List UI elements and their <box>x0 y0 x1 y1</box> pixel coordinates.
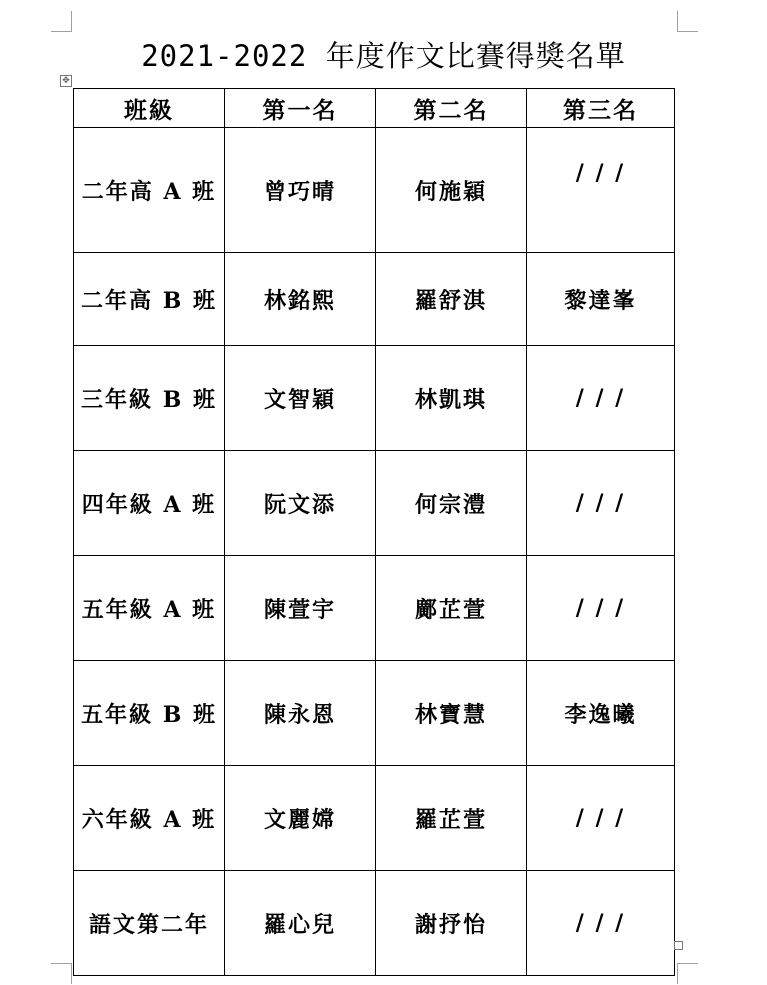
third-place-cell[interactable]: / / / <box>527 556 675 661</box>
class-cell[interactable]: 四年級 A 班 <box>74 451 225 556</box>
crop-mark-top-right <box>677 11 698 32</box>
third-place-cell[interactable]: / / / <box>527 346 675 451</box>
second-place-cell[interactable]: 何宗澧 <box>376 451 527 556</box>
class-cell[interactable]: 五年級 A 班 <box>74 556 225 661</box>
table-resize-handle-icon[interactable] <box>674 941 683 950</box>
third-place-cell[interactable]: / / / <box>527 871 675 976</box>
table-row <box>74 451 675 556</box>
document-title: 2021-2022 年度作文比賽得獎名單 <box>141 39 626 73</box>
class-cell[interactable]: 二年高 A 班 <box>74 128 225 253</box>
class-cell[interactable]: 語文第二年 <box>74 871 225 976</box>
second-place-cell[interactable]: 林寶慧 <box>376 661 527 766</box>
first-place-cell[interactable]: 林銘熙 <box>225 253 376 346</box>
second-place-cell[interactable]: 謝抒怡 <box>376 871 527 976</box>
crop-mark-top-left <box>51 11 72 32</box>
class-cell[interactable]: 五年級 B 班 <box>74 661 225 766</box>
award-table <box>73 88 675 976</box>
first-place-cell[interactable]: 阮文添 <box>225 451 376 556</box>
first-place-cell[interactable]: 文智穎 <box>225 346 376 451</box>
first-place-cell[interactable]: 曾巧晴 <box>225 128 376 253</box>
second-place-cell[interactable]: 羅芷萱 <box>376 766 527 871</box>
crop-mark-bottom-right <box>677 963 698 984</box>
table-row <box>74 253 675 346</box>
table-row <box>74 766 675 871</box>
header-second-place[interactable]: 第二名 <box>376 89 527 128</box>
second-place-cell[interactable]: 何施穎 <box>376 128 527 253</box>
first-place-cell[interactable]: 文麗嫦 <box>225 766 376 871</box>
header-third-place[interactable]: 第三名 <box>527 89 675 128</box>
table-header-row <box>74 89 675 128</box>
first-place-cell[interactable]: 陳萱宇 <box>225 556 376 661</box>
third-place-cell[interactable]: / / / <box>527 451 675 556</box>
third-place-cell[interactable]: 李逸曦 <box>527 661 675 766</box>
second-place-cell[interactable]: 羅舒淇 <box>376 253 527 346</box>
header-first-place[interactable]: 第一名 <box>225 89 376 128</box>
second-place-cell[interactable]: 林凱琪 <box>376 346 527 451</box>
class-cell[interactable]: 六年級 A 班 <box>74 766 225 871</box>
class-cell[interactable]: 二年高 B 班 <box>74 253 225 346</box>
crop-mark-bottom-left <box>51 963 72 984</box>
first-place-cell[interactable]: 羅心兒 <box>225 871 376 976</box>
table-row <box>74 871 675 976</box>
second-place-cell[interactable]: 鄺芷萱 <box>376 556 527 661</box>
header-class[interactable]: 班級 <box>74 89 225 128</box>
first-place-cell[interactable]: 陳永恩 <box>225 661 376 766</box>
table-row <box>74 346 675 451</box>
class-cell[interactable]: 三年級 B 班 <box>74 346 225 451</box>
third-place-cell[interactable]: / / / <box>527 128 675 253</box>
table-move-handle-icon[interactable]: ✥ <box>60 75 72 87</box>
table-row <box>74 556 675 661</box>
third-place-cell[interactable]: 黎達峯 <box>527 253 675 346</box>
third-place-cell[interactable]: / / / <box>527 766 675 871</box>
table-row <box>74 661 675 766</box>
table-row <box>74 128 675 253</box>
